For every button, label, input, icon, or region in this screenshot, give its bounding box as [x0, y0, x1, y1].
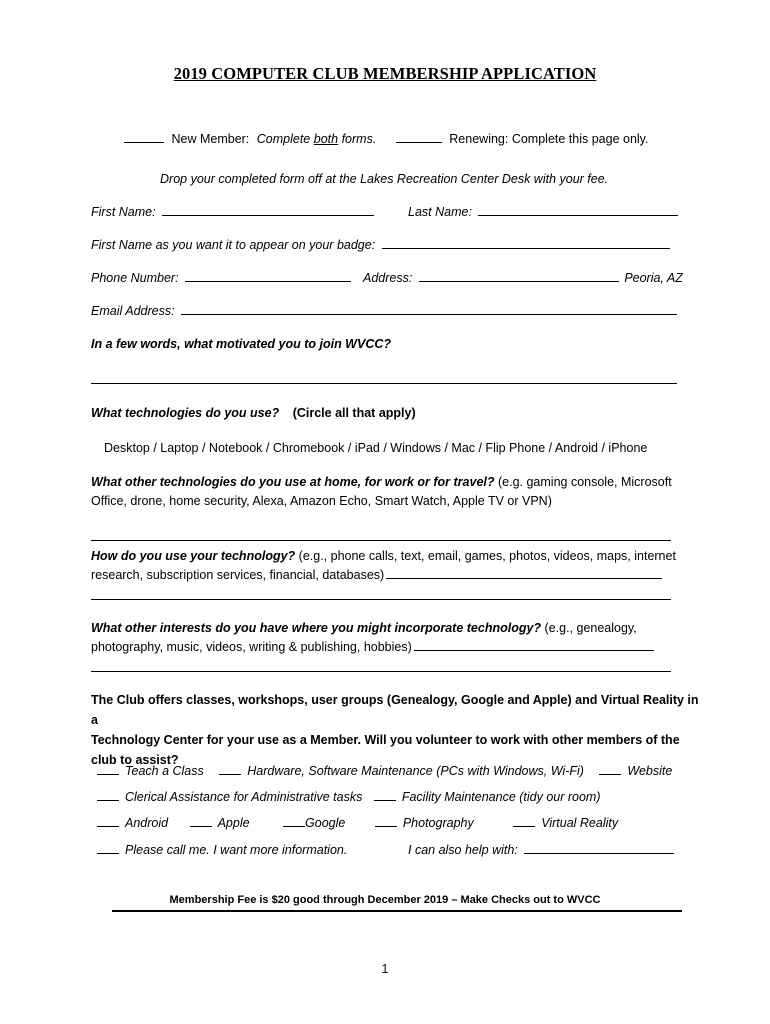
vr-label: Virtual Reality — [541, 816, 619, 830]
teach-label: Teach a Class — [125, 764, 204, 778]
other-tech-answer-line[interactable] — [91, 540, 671, 541]
instruction-text: Drop your completed form off at the Lakes Recreation Center Desk with your fee. — [160, 172, 609, 186]
other-tech-block — [91, 473, 691, 510]
last-name-label: Last Name: — [408, 205, 472, 219]
photography-checkbox[interactable] — [375, 825, 397, 827]
teach-checkbox[interactable] — [97, 773, 119, 775]
hardware-checkbox[interactable] — [219, 773, 241, 775]
interests-inline-line[interactable] — [414, 649, 654, 651]
interests-answer-line[interactable] — [91, 671, 671, 672]
website-checkbox[interactable] — [599, 773, 621, 775]
other-tech-question: What other technologies do you use at home, for work or for travel? — [91, 475, 495, 489]
clerical-label: Clerical Assistance for Administrative tasks — [125, 790, 363, 804]
android-checkbox[interactable] — [97, 825, 119, 827]
email-line[interactable] — [181, 313, 677, 315]
tech-used-row — [91, 406, 416, 420]
club-offer-line-3: club to assist? — [91, 753, 179, 767]
last-name-line[interactable] — [478, 214, 678, 216]
volunteer-row-3 — [97, 816, 618, 830]
volunteer-row-4 — [97, 843, 347, 857]
first-name-line[interactable] — [162, 214, 374, 216]
interests-examples-2: photography, music, videos, writing & publishing, hobbies) — [91, 639, 412, 654]
call-me-checkbox[interactable] — [97, 852, 119, 854]
apple-label: Apple — [217, 816, 250, 830]
address-line[interactable] — [419, 280, 619, 282]
google-checkbox[interactable] — [283, 825, 305, 827]
badge-name-line[interactable] — [382, 247, 670, 249]
clerical-checkbox[interactable] — [97, 799, 119, 801]
last-name-field — [408, 205, 678, 219]
also-help-field — [408, 843, 674, 857]
club-offer-line-1: The Club offers classes, workshops, user groups (Genealogy, Google and Apple) and Virtual Reality in a — [91, 693, 699, 727]
city-text: Peoria, AZ — [624, 271, 683, 285]
call-me-label: Please call me. I want more information. — [125, 843, 348, 857]
how-use-block — [91, 547, 691, 584]
also-help-line[interactable] — [524, 852, 674, 854]
page-number: 1 — [381, 962, 389, 976]
motivation-question: In a few words, what motivated you to join WVCC? — [91, 337, 392, 351]
motivation-answer-line[interactable] — [91, 383, 677, 384]
page-title: 2019 COMPUTER CLUB MEMBERSHIP APPLICATION — [173, 64, 597, 83]
address-label: Address: — [363, 271, 413, 285]
other-tech-examples-1: (e.g. gaming console, Microsoft — [494, 475, 672, 489]
google-label: Google — [305, 816, 346, 830]
interests-block — [91, 619, 691, 656]
how-use-question: How do you use your technology? — [91, 549, 296, 563]
how-use-examples-2: research, subscription services, financial, databases) — [91, 567, 385, 582]
new-member-blank[interactable] — [124, 141, 164, 143]
volunteer-row-1 — [97, 764, 672, 778]
first-name-field — [91, 205, 374, 219]
vr-checkbox[interactable] — [513, 825, 535, 827]
badge-name-label: First Name as you want it to appear on your badge: — [91, 238, 376, 252]
hardware-label: Hardware, Software Maintenance (PCs with Windows, Wi-Fi) — [247, 764, 584, 778]
phone-line[interactable] — [185, 280, 351, 282]
renewing-blank[interactable] — [396, 141, 442, 143]
address-field — [363, 271, 683, 285]
club-offer-text — [91, 690, 701, 770]
interests-question: What other interests do you have where you might incorporate technology? — [91, 621, 542, 635]
other-tech-examples-2: Office, drone, home security, Alexa, Amazon Echo, Smart Watch, Apple TV or VPN) — [91, 493, 552, 508]
tech-used-hint: (Circle all that apply) — [292, 406, 416, 420]
how-use-inline-line[interactable] — [386, 577, 662, 579]
new-member-both: both — [313, 132, 339, 146]
tech-options[interactable]: Desktop / Laptop / Notebook / Chromebook / iPad / Windows / Mac / Flip Phone / Android / iPhone — [104, 441, 648, 455]
facility-label: Facility Maintenance (tidy our room) — [401, 790, 601, 804]
how-use-examples-1: (e.g., phone calls, text, email, games, photos, videos, maps, internet — [295, 549, 676, 563]
tech-used-question: What technologies do you use? — [91, 406, 280, 420]
facility-checkbox[interactable] — [374, 799, 396, 801]
first-name-label: First Name: — [91, 205, 156, 219]
android-label: Android — [125, 816, 169, 830]
phone-field — [91, 271, 351, 285]
renewing-label: Renewing: Complete this page only. — [449, 132, 649, 146]
also-help-label: I can also help with: — [408, 843, 518, 857]
website-label: Website — [627, 764, 673, 778]
fee-divider — [112, 910, 682, 912]
how-use-answer-line[interactable] — [91, 599, 671, 600]
email-field — [91, 304, 677, 318]
photography-label: Photography — [402, 816, 474, 830]
interests-examples-1: (e.g., genealogy, — [541, 621, 637, 635]
apple-checkbox[interactable] — [190, 825, 212, 827]
volunteer-row-2 — [97, 790, 601, 804]
email-label: Email Address: — [91, 304, 175, 318]
member-type-row — [124, 132, 648, 146]
new-member-label: New Member: — [171, 132, 250, 146]
new-member-post: forms. — [341, 132, 377, 146]
badge-name-field — [91, 238, 670, 252]
new-member-pre: Complete — [256, 132, 311, 146]
club-offer-line-2: Technology Center for your use as a Member. Will you volunteer to work with other members of the — [91, 733, 680, 747]
membership-fee-note: Membership Fee is $20 good through December 2019 – Make Checks out to WVCC — [169, 894, 601, 906]
phone-label: Phone Number: — [91, 271, 179, 285]
